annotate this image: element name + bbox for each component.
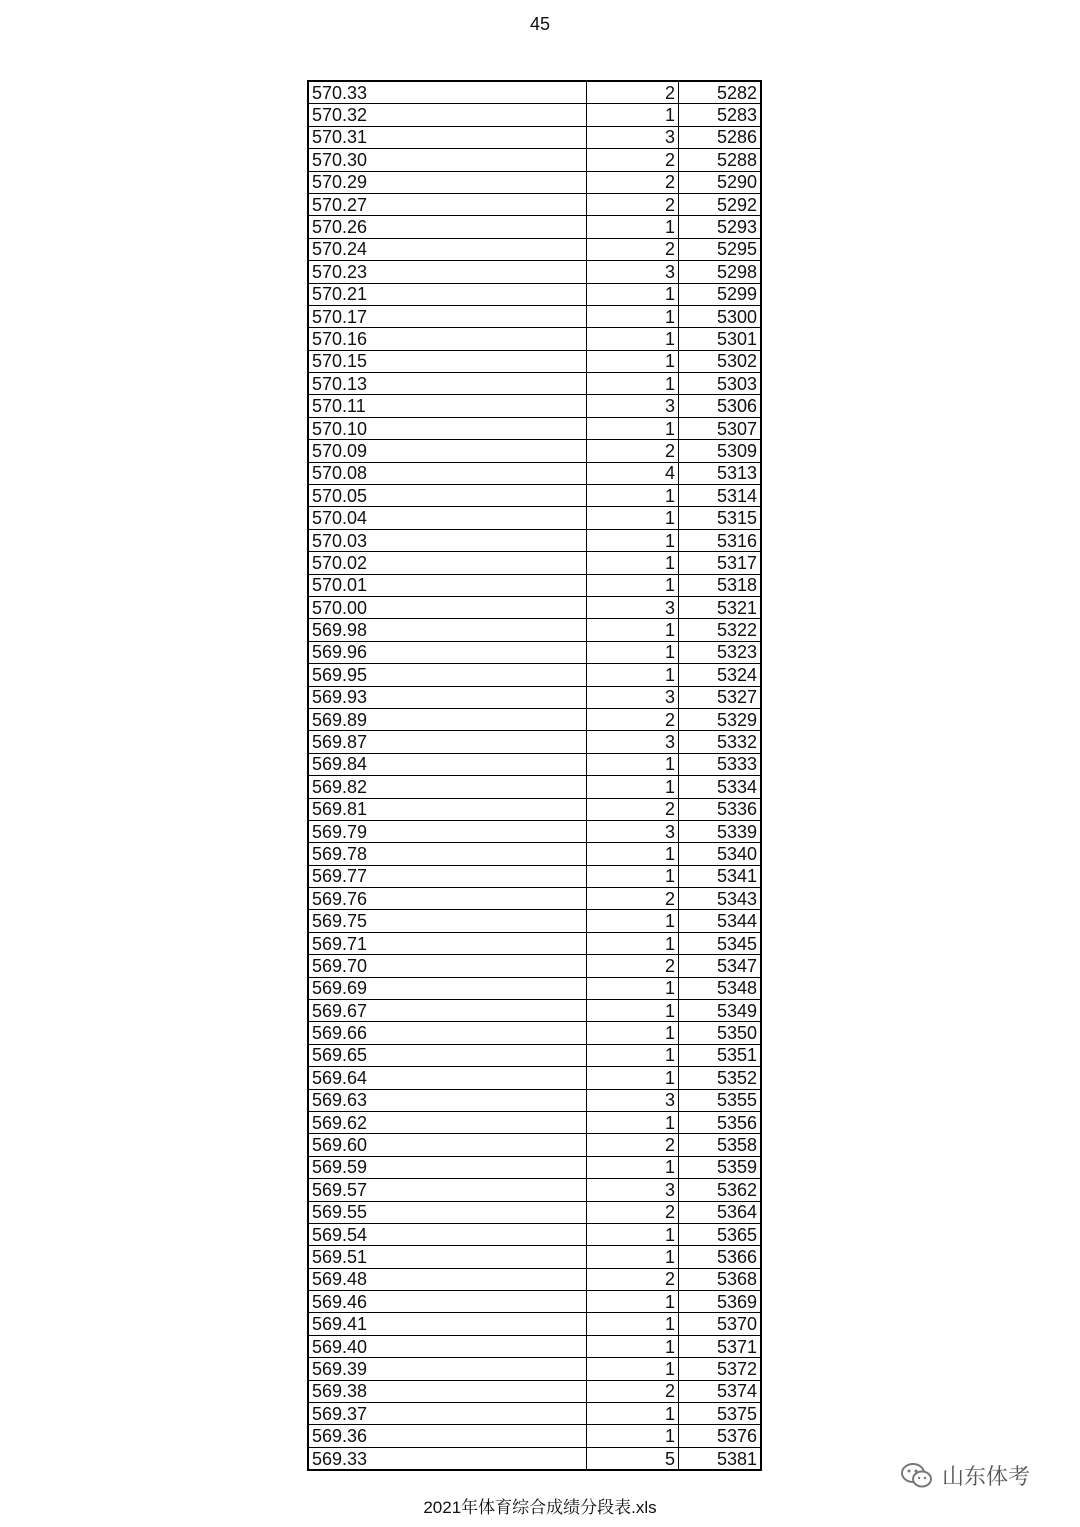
count-cell: 1 [587, 843, 679, 865]
count-cell: 1 [587, 753, 679, 775]
count-cell: 1 [587, 1067, 679, 1089]
score-cell: 570.04 [308, 507, 587, 529]
table-row [308, 1134, 761, 1156]
cumulative-cell: 5293 [679, 216, 762, 238]
score-cell: 569.70 [308, 955, 587, 977]
cumulative-cell: 5358 [679, 1134, 762, 1156]
cumulative-cell: 5374 [679, 1380, 762, 1402]
table-row [308, 798, 761, 820]
count-cell: 1 [587, 373, 679, 395]
count-cell: 2 [587, 171, 679, 193]
score-cell: 570.32 [308, 104, 587, 126]
count-cell: 1 [587, 1358, 679, 1380]
count-cell: 3 [587, 731, 679, 753]
score-cell: 570.29 [308, 171, 587, 193]
score-cell: 570.00 [308, 596, 587, 618]
score-cell: 569.87 [308, 731, 587, 753]
score-cell: 570.23 [308, 261, 587, 283]
table-row [308, 328, 761, 350]
table-row [308, 193, 761, 215]
cumulative-cell: 5282 [679, 81, 762, 104]
count-cell: 1 [587, 776, 679, 798]
table-row [308, 955, 761, 977]
cumulative-cell: 5283 [679, 104, 762, 126]
table-row [308, 485, 761, 507]
score-cell: 569.69 [308, 977, 587, 999]
score-cell: 569.82 [308, 776, 587, 798]
count-cell: 1 [587, 1335, 679, 1357]
score-cell: 569.51 [308, 1246, 587, 1268]
cumulative-cell: 5309 [679, 440, 762, 462]
count-cell: 2 [587, 798, 679, 820]
count-cell: 3 [587, 126, 679, 148]
table-row [308, 619, 761, 641]
cumulative-cell: 5362 [679, 1179, 762, 1201]
table-row [308, 126, 761, 148]
count-cell: 1 [587, 1022, 679, 1044]
table-row [308, 552, 761, 574]
count-cell: 1 [587, 1156, 679, 1178]
footer-filename: 2021年体育综合成绩分段表.xls [423, 1498, 657, 1517]
cumulative-cell: 5334 [679, 776, 762, 798]
score-cell: 569.38 [308, 1380, 587, 1402]
table-row [308, 596, 761, 618]
cumulative-cell: 5295 [679, 238, 762, 260]
table-row [308, 1335, 761, 1357]
score-cell: 569.64 [308, 1067, 587, 1089]
cumulative-cell: 5352 [679, 1067, 762, 1089]
count-cell: 1 [587, 529, 679, 551]
count-cell: 1 [587, 1425, 679, 1447]
cumulative-cell: 5372 [679, 1358, 762, 1380]
table-row [308, 1067, 761, 1089]
cumulative-cell: 5364 [679, 1201, 762, 1223]
cumulative-cell: 5339 [679, 820, 762, 842]
table-row [308, 171, 761, 193]
cumulative-cell: 5375 [679, 1403, 762, 1425]
cumulative-cell: 5332 [679, 731, 762, 753]
cumulative-cell: 5381 [679, 1447, 762, 1470]
score-cell: 569.46 [308, 1291, 587, 1313]
cumulative-cell: 5316 [679, 529, 762, 551]
score-cell: 569.95 [308, 664, 587, 686]
count-cell: 2 [587, 1268, 679, 1290]
score-cell: 570.15 [308, 350, 587, 372]
cumulative-cell: 5347 [679, 955, 762, 977]
table-row [308, 1044, 761, 1066]
count-cell: 2 [587, 149, 679, 171]
count-cell: 1 [587, 664, 679, 686]
cumulative-cell: 5290 [679, 171, 762, 193]
table-row [308, 1000, 761, 1022]
cumulative-cell: 5329 [679, 708, 762, 730]
table-row [308, 888, 761, 910]
count-cell: 2 [587, 238, 679, 260]
table-row [308, 149, 761, 171]
cumulative-cell: 5356 [679, 1111, 762, 1133]
table-row [308, 1156, 761, 1178]
table-row [308, 843, 761, 865]
table-row [308, 440, 761, 462]
cumulative-cell: 5301 [679, 328, 762, 350]
cumulative-cell: 5306 [679, 395, 762, 417]
score-cell: 569.93 [308, 686, 587, 708]
score-cell: 570.13 [308, 373, 587, 395]
count-cell: 1 [587, 977, 679, 999]
count-cell: 1 [587, 1111, 679, 1133]
cumulative-cell: 5286 [679, 126, 762, 148]
score-cell: 569.98 [308, 619, 587, 641]
count-cell: 1 [587, 507, 679, 529]
table-row [308, 753, 761, 775]
cumulative-cell: 5351 [679, 1044, 762, 1066]
score-cell: 570.30 [308, 149, 587, 171]
page-number: 45 [529, 14, 551, 34]
cumulative-cell: 5298 [679, 261, 762, 283]
cumulative-cell: 5314 [679, 485, 762, 507]
table-row [308, 820, 761, 842]
table-row [308, 305, 761, 327]
table-row [308, 1425, 761, 1447]
score-cell: 569.60 [308, 1134, 587, 1156]
score-cell: 569.62 [308, 1111, 587, 1133]
score-cell: 569.65 [308, 1044, 587, 1066]
count-cell: 5 [587, 1447, 679, 1470]
count-cell: 1 [587, 910, 679, 932]
score-cell: 570.11 [308, 395, 587, 417]
score-cell: 569.79 [308, 820, 587, 842]
score-cell: 570.33 [308, 81, 587, 104]
score-cell: 570.02 [308, 552, 587, 574]
table-row [308, 1022, 761, 1044]
cumulative-cell: 5327 [679, 686, 762, 708]
count-cell: 4 [587, 462, 679, 484]
count-cell: 2 [587, 440, 679, 462]
table-row [308, 1403, 761, 1425]
score-cell: 569.77 [308, 865, 587, 887]
cumulative-cell: 5355 [679, 1089, 762, 1111]
table-row [308, 1201, 761, 1223]
score-cell: 569.54 [308, 1223, 587, 1245]
cumulative-cell: 5344 [679, 910, 762, 932]
count-cell: 1 [587, 619, 679, 641]
count-cell: 1 [587, 574, 679, 596]
cumulative-cell: 5376 [679, 1425, 762, 1447]
score-cell: 570.26 [308, 216, 587, 238]
count-cell: 1 [587, 865, 679, 887]
table-row [308, 731, 761, 753]
cumulative-cell: 5366 [679, 1246, 762, 1268]
score-cell: 570.05 [308, 485, 587, 507]
score-cell: 569.57 [308, 1179, 587, 1201]
table-row [308, 1268, 761, 1290]
table-row [308, 641, 761, 663]
cumulative-cell: 5292 [679, 193, 762, 215]
count-cell: 1 [587, 417, 679, 439]
cumulative-cell: 5324 [679, 664, 762, 686]
count-cell: 2 [587, 1134, 679, 1156]
count-cell: 1 [587, 305, 679, 327]
count-cell: 1 [587, 552, 679, 574]
cumulative-cell: 5340 [679, 843, 762, 865]
count-cell: 2 [587, 1201, 679, 1223]
table-row [308, 104, 761, 126]
table-row [308, 664, 761, 686]
table-row [308, 1179, 761, 1201]
count-cell: 2 [587, 193, 679, 215]
cumulative-cell: 5333 [679, 753, 762, 775]
cumulative-cell: 5359 [679, 1156, 762, 1178]
score-cell: 570.08 [308, 462, 587, 484]
cumulative-cell: 5313 [679, 462, 762, 484]
score-cell: 569.37 [308, 1403, 587, 1425]
score-cell: 570.16 [308, 328, 587, 350]
score-distribution-table [307, 80, 762, 1471]
watermark-text: 山东体考 [942, 1464, 1031, 1489]
score-cell: 570.24 [308, 238, 587, 260]
count-cell: 2 [587, 888, 679, 910]
score-cell: 569.41 [308, 1313, 587, 1335]
cumulative-cell: 5341 [679, 865, 762, 887]
cumulative-cell: 5368 [679, 1268, 762, 1290]
table-row [308, 1380, 761, 1402]
count-cell: 2 [587, 81, 679, 104]
count-cell: 1 [587, 1000, 679, 1022]
table-row [308, 261, 761, 283]
table-row [308, 1358, 761, 1380]
cumulative-cell: 5300 [679, 305, 762, 327]
table-body [308, 81, 761, 1470]
table-row [308, 216, 761, 238]
table-row [308, 1089, 761, 1111]
count-cell: 3 [587, 1089, 679, 1111]
table-row [308, 865, 761, 887]
watermark [900, 1460, 1030, 1491]
score-cell: 569.66 [308, 1022, 587, 1044]
table-row [308, 910, 761, 932]
count-cell: 2 [587, 708, 679, 730]
cumulative-cell: 5302 [679, 350, 762, 372]
count-cell: 1 [587, 932, 679, 954]
count-cell: 1 [587, 1403, 679, 1425]
score-cell: 569.39 [308, 1358, 587, 1380]
score-cell: 569.84 [308, 753, 587, 775]
count-cell: 1 [587, 350, 679, 372]
score-cell: 569.89 [308, 708, 587, 730]
count-cell: 1 [587, 485, 679, 507]
score-cell: 569.55 [308, 1201, 587, 1223]
cumulative-cell: 5299 [679, 283, 762, 305]
count-cell: 1 [587, 641, 679, 663]
count-cell: 1 [587, 1291, 679, 1313]
cumulative-cell: 5365 [679, 1223, 762, 1245]
count-cell: 3 [587, 596, 679, 618]
score-cell: 570.31 [308, 126, 587, 148]
count-cell: 1 [587, 1223, 679, 1245]
cumulative-cell: 5343 [679, 888, 762, 910]
score-cell: 569.67 [308, 1000, 587, 1022]
score-cell: 569.59 [308, 1156, 587, 1178]
count-cell: 1 [587, 1313, 679, 1335]
table-row [308, 81, 761, 104]
score-cell: 569.96 [308, 641, 587, 663]
cumulative-cell: 5349 [679, 1000, 762, 1022]
table-row [308, 238, 761, 260]
count-cell: 1 [587, 216, 679, 238]
score-cell: 569.63 [308, 1089, 587, 1111]
count-cell: 1 [587, 1044, 679, 1066]
table-row [308, 417, 761, 439]
score-cell: 569.81 [308, 798, 587, 820]
table-row [308, 350, 761, 372]
table-row [308, 686, 761, 708]
table-row [308, 776, 761, 798]
table-row [308, 529, 761, 551]
table-row [308, 977, 761, 999]
score-cell: 569.40 [308, 1335, 587, 1357]
count-cell: 3 [587, 395, 679, 417]
cumulative-cell: 5369 [679, 1291, 762, 1313]
count-cell: 1 [587, 104, 679, 126]
score-cell: 569.76 [308, 888, 587, 910]
table-row [308, 462, 761, 484]
cumulative-cell: 5350 [679, 1022, 762, 1044]
cumulative-cell: 5288 [679, 149, 762, 171]
score-cell: 570.01 [308, 574, 587, 596]
table-row [308, 373, 761, 395]
table-row [308, 1111, 761, 1133]
table-row [308, 395, 761, 417]
score-cell: 570.10 [308, 417, 587, 439]
table-row [308, 1313, 761, 1335]
table-row [308, 1246, 761, 1268]
cumulative-cell: 5307 [679, 417, 762, 439]
count-cell: 1 [587, 328, 679, 350]
cumulative-cell: 5303 [679, 373, 762, 395]
count-cell: 1 [587, 283, 679, 305]
count-cell: 1 [587, 1246, 679, 1268]
table-row [308, 708, 761, 730]
score-cell: 569.75 [308, 910, 587, 932]
table-row [308, 507, 761, 529]
score-cell: 570.03 [308, 529, 587, 551]
cumulative-cell: 5321 [679, 596, 762, 618]
score-cell: 570.09 [308, 440, 587, 462]
table-row [308, 283, 761, 305]
cumulative-cell: 5370 [679, 1313, 762, 1335]
score-cell: 569.71 [308, 932, 587, 954]
cumulative-cell: 5371 [679, 1335, 762, 1357]
table-row [308, 1223, 761, 1245]
cumulative-cell: 5336 [679, 798, 762, 820]
score-cell: 570.21 [308, 283, 587, 305]
cumulative-cell: 5348 [679, 977, 762, 999]
cumulative-cell: 5323 [679, 641, 762, 663]
count-cell: 3 [587, 686, 679, 708]
cumulative-cell: 5322 [679, 619, 762, 641]
cumulative-cell: 5345 [679, 932, 762, 954]
score-cell: 569.33 [308, 1447, 587, 1470]
count-cell: 3 [587, 820, 679, 842]
table-row [308, 574, 761, 596]
score-cell: 570.27 [308, 193, 587, 215]
table-row [308, 932, 761, 954]
score-cell: 569.36 [308, 1425, 587, 1447]
count-cell: 3 [587, 261, 679, 283]
score-cell: 570.17 [308, 305, 587, 327]
count-cell: 3 [587, 1179, 679, 1201]
wechat-icon [900, 1462, 934, 1490]
score-cell: 569.78 [308, 843, 587, 865]
table-row [308, 1291, 761, 1313]
cumulative-cell: 5317 [679, 552, 762, 574]
cumulative-cell: 5318 [679, 574, 762, 596]
cumulative-cell: 5315 [679, 507, 762, 529]
count-cell: 2 [587, 955, 679, 977]
count-cell: 2 [587, 1380, 679, 1402]
score-cell: 569.48 [308, 1268, 587, 1290]
table-row [308, 1447, 761, 1470]
